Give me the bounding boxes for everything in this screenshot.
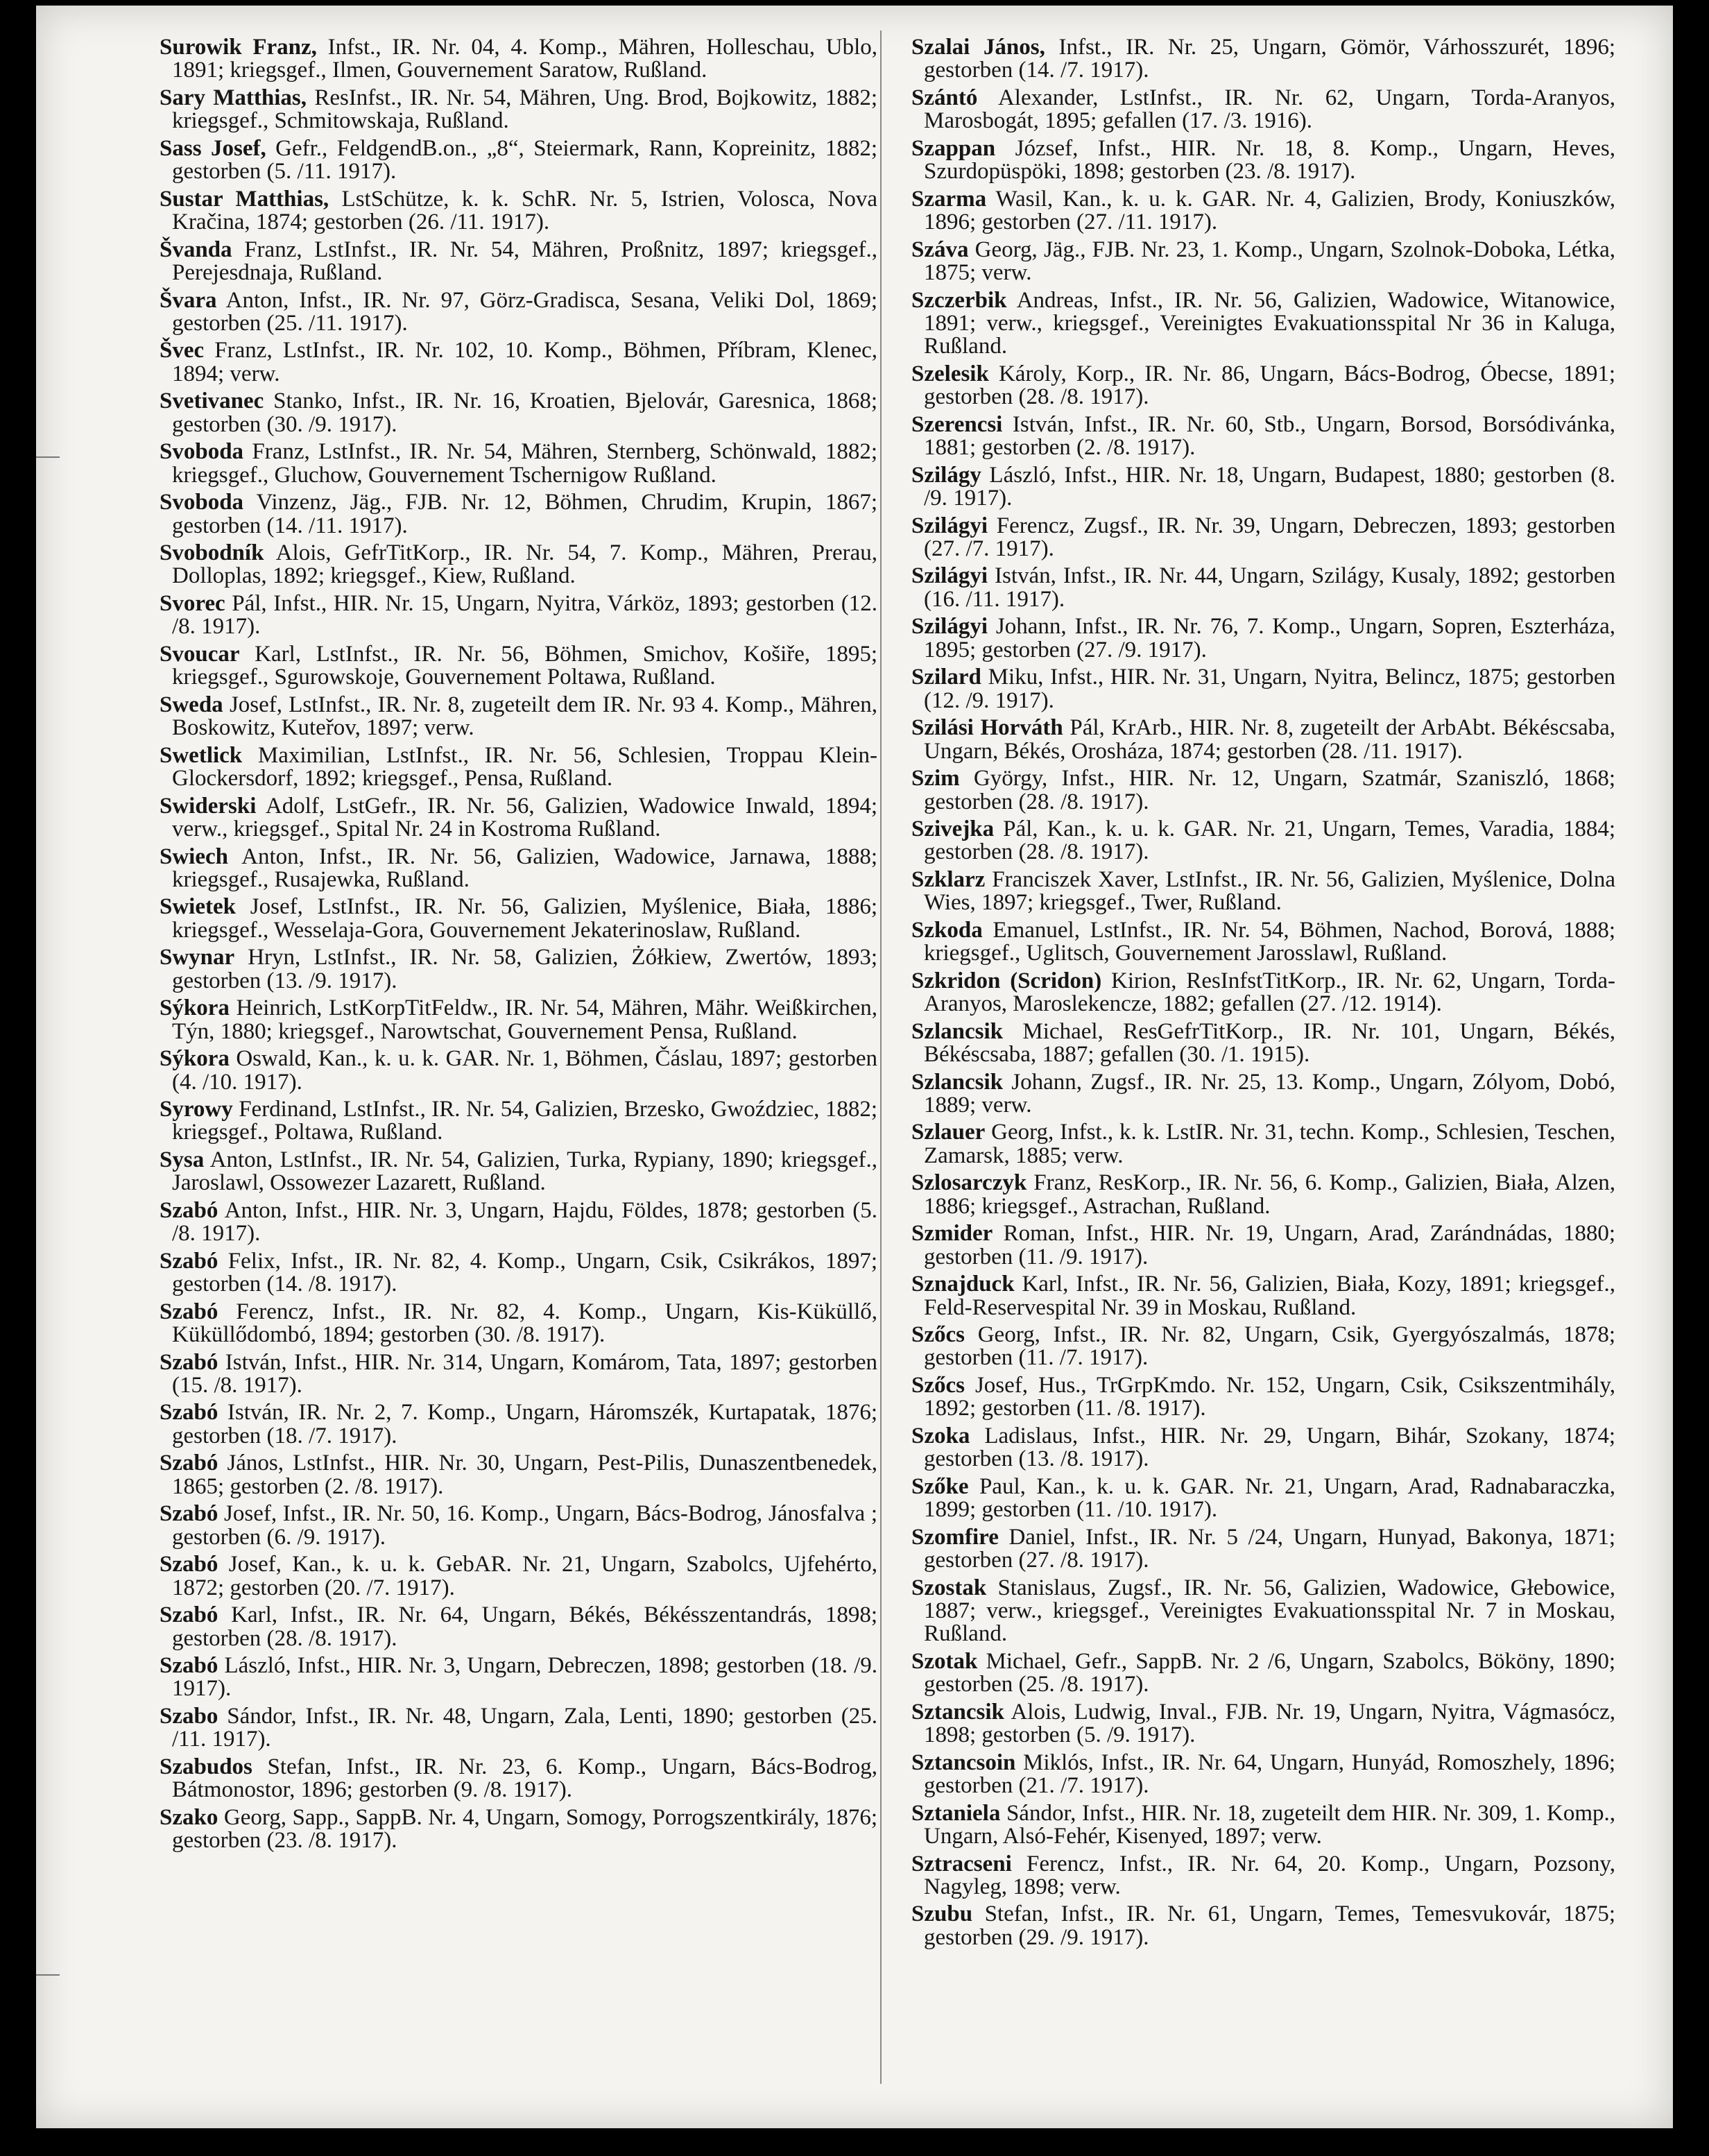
entry-surname: Svoboda xyxy=(160,490,244,515)
entry-surname: Swietek xyxy=(160,894,236,920)
list-entry xyxy=(911,413,1615,460)
entry-details: Ferencz, Zugsf., IR. Nr. 39, Ungarn, Debreczen, 1893; gestorben (27. /7. 1917). xyxy=(924,513,1615,561)
list-entry xyxy=(911,1172,1615,1218)
list-entry xyxy=(911,1701,1615,1747)
entry-details: Heinrich, LstKorpTitFeldw., IR. Nr. 54, Mähren, Mähr. Weißkirchen, Týn, 1880; kriegsgef., Narowtschat, Gouvernement Pensa, Rußland. xyxy=(172,995,877,1044)
entry-details: Franz, LstInfst., IR. Nr. 102, 10. Komp., Böhmen, Příbram, Klenec, 1894; verw. xyxy=(172,338,877,386)
entry-surname: Szmider xyxy=(911,1221,993,1247)
entry-surname: Szőke xyxy=(911,1473,969,1499)
entry-surname: Sass Josef, xyxy=(160,135,266,161)
entry-details: Emanuel, LstInfst., IR. Nr. 54, Böhmen, Nachod, Borová, 1888; kriegsgef., Uglitsch, Gouvernement Jarosslawl, Rußland. xyxy=(924,917,1615,966)
list-entry xyxy=(160,997,877,1043)
entry-details: Gefr., FeldgendB.on., „8“, Steiermark, Rann, Kopreinitz, 1882; gestorben (5. /11. 1917). xyxy=(172,135,877,185)
list-entry xyxy=(160,896,877,942)
list-entry xyxy=(911,1650,1615,1697)
entry-details: ResInfst., IR. Nr. 54, Mähren, Ung. Brod, Bojkowitz, 1882; kriegsgef., Schmitowskaja, Rußland. xyxy=(172,85,877,134)
entry-details: Josef, Kan., k. u. k. GebAR. Nr. 21, Ungarn, Szabolcs, Ujfehérto, 1872; gestorben (20. /7. 1917). xyxy=(172,1552,877,1600)
entry-details: Stefan, Infst., IR. Nr. 61, Ungarn, Temes, Temesvukovár, 1875; gestorben (29. /9. 1917). xyxy=(924,1901,1615,1950)
entry-surname: Szilási Horváth xyxy=(911,715,1063,741)
list-entry xyxy=(160,1351,877,1398)
entry-surname: Sýkora xyxy=(160,995,230,1021)
entry-surname: Svobodník xyxy=(160,540,264,566)
list-entry xyxy=(160,694,877,740)
entry-surname: Szoka xyxy=(911,1423,970,1448)
entry-details: Miku, Infst., HIR. Nr. 31, Ungarn, Nyitra, Belincz, 1875; gestorben (12. /9. 1917). xyxy=(924,665,1615,713)
entry-details: István, Infst., IR. Nr. 60, Stb., Ungarn, Borsod, Borsódivánka, 1881; gestorben (2. /8. 1917). xyxy=(924,411,1615,461)
list-entry xyxy=(160,1756,877,1802)
entry-surname: Szabó xyxy=(160,1400,218,1426)
entry-details: Georg, Infst., k. k. LstIR. Nr. 31, techn. Komp., Schlesien, Teschen, Zamarsk, 1885; verw. xyxy=(924,1120,1615,1168)
list-entry xyxy=(911,565,1615,611)
entry-details: Josef, LstInfst., IR. Nr. 56, Galizien, Myślenice, Biała, 1886; kriegsgef., Wesselaja-Gora, Gouvernement Jekaterinoslaw, Rußland. xyxy=(172,894,877,943)
list-entry xyxy=(160,1199,877,1246)
entry-surname: Szkridon (Scridon) xyxy=(911,968,1102,993)
entry-surname: Szabudos xyxy=(160,1754,252,1779)
entry-details: Pál, Kan., k. u. k. GAR. Nr. 21, Ungarn, Temes, Varadia, 1884; gestorben (28. /8. 1917). xyxy=(924,816,1615,865)
entry-details: Karl, Infst., IR. Nr. 64, Ungarn, Békés, Békésszentandrás, 1898; gestorben (28. /8. 1917). xyxy=(172,1602,877,1651)
list-entry xyxy=(160,1705,877,1752)
list-entry xyxy=(911,1577,1615,1646)
entry-surname: Szőcs xyxy=(911,1322,965,1348)
entry-surname: Swiech xyxy=(160,844,228,869)
list-entry xyxy=(911,717,1615,763)
entry-surname: Sznajduck xyxy=(911,1272,1015,1297)
entry-details: Károly, Korp., IR. Nr. 86, Ungarn, Bács-Bodrog, Óbecse, 1891; gestorben (28. /8. 1917). xyxy=(924,361,1615,410)
list-entry xyxy=(911,1374,1615,1421)
entry-surname: Szotak xyxy=(911,1648,978,1674)
entry-details: Oswald, Kan., k. u. k. GAR. Nr. 1, Böhmen, Čáslau, 1897; gestorben (4. /10. 1917). xyxy=(172,1046,877,1095)
list-entry xyxy=(160,1149,877,1195)
entry-surname: Szomfire xyxy=(911,1524,999,1550)
entry-surname: Szilágy xyxy=(911,462,981,488)
entry-details: Wasil, Kan., k. u. k. GAR. Nr. 4, Galizien, Brody, Koniuszków, 1896; gestorben (27. /11. 1917). xyxy=(924,186,1615,235)
list-entry xyxy=(911,36,1615,83)
list-entry xyxy=(911,1020,1615,1067)
entry-details: József, Infst., HIR. Nr. 18, 8. Komp., Ungarn, Heves, Szurdopüspöki, 1898; gestorben (23. /8. 1917). xyxy=(924,135,1615,185)
left-column xyxy=(160,36,877,1857)
list-entry xyxy=(911,1222,1615,1269)
column-divider xyxy=(880,31,882,2084)
list-entry xyxy=(160,440,877,487)
entry-details: Josef, LstInfst., IR. Nr. 8, zugeteilt dem IR. Nr. 93 4. Komp., Mähren, Boskowitz, Kuteřov, 1897; verw. xyxy=(172,692,877,741)
list-entry xyxy=(160,1047,877,1094)
entry-surname: Swetlick xyxy=(160,742,243,768)
entry-surname: Szako xyxy=(160,1804,218,1830)
entry-surname: Sztracseni xyxy=(911,1851,1012,1876)
list-entry xyxy=(911,1071,1615,1118)
entry-surname: Szarma xyxy=(911,186,987,212)
list-entry xyxy=(911,87,1615,133)
list-entry xyxy=(160,1098,877,1145)
entry-surname: Szabó xyxy=(160,1501,218,1527)
entry-surname: Szilágyi xyxy=(911,614,988,640)
entry-details: László, Infst., HIR. Nr. 18, Ungarn, Budapest, 1880; gestorben (8. /9. 1917). xyxy=(924,462,1615,511)
list-entry xyxy=(911,1324,1615,1370)
list-entry xyxy=(160,1503,877,1549)
entry-details: Maximilian, LstInfst., IR. Nr. 56, Schlesien, Troppau Klein-Glockersdorf, 1892; kriegsgef., Pensa, Rußland. xyxy=(172,742,877,792)
entry-surname: Sysa xyxy=(160,1147,205,1172)
list-entry xyxy=(911,1121,1615,1167)
list-entry xyxy=(911,137,1615,184)
entry-details: Stanko, Infst., IR. Nr. 16, Kroatien, Bjelovár, Garesnica, 1868; gestorben (30. /9. 1917). xyxy=(172,388,877,437)
list-entry xyxy=(911,767,1615,814)
entry-surname: Szabó xyxy=(160,1451,218,1476)
entry-details: Anton, LstInfst., IR. Nr. 54, Galizien, Turka, Rypiany, 1890; kriegsgef., Jaroslawl, Ossowezer Lazarett, Rußland. xyxy=(172,1147,877,1196)
list-entry xyxy=(160,592,877,639)
entry-surname: Szim xyxy=(911,766,960,792)
margin-mark xyxy=(36,456,60,458)
entry-details: Josef, Hus., TrGrpKmdo. Nr. 152, Ungarn, Csik, Csikszentmihály, 1892; gestorben (11. /8. 1917). xyxy=(924,1372,1615,1421)
list-entry xyxy=(160,1553,877,1600)
list-entry xyxy=(160,87,877,133)
entry-details: Ferencz, Infst., IR. Nr. 64, 20. Komp., Ungarn, Pozsony, Nagyleg, 1898; verw. xyxy=(924,1851,1615,1899)
list-entry xyxy=(160,289,877,336)
entry-surname: Švec xyxy=(160,338,205,363)
list-entry xyxy=(911,666,1615,712)
entry-surname: Szabó xyxy=(160,1248,218,1274)
list-entry xyxy=(160,795,877,841)
entry-surname: Szklarz xyxy=(911,866,986,892)
entry-details: Stefan, Infst., IR. Nr. 23, 6. Komp., Ungarn, Bács-Bodrog, Bátmonostor, 1896; gestorben (9. /8. 1917). xyxy=(172,1754,877,1803)
list-entry xyxy=(160,390,877,436)
list-entry xyxy=(160,36,877,83)
entry-details: Karl, Infst., IR. Nr. 56, Galizien, Biała, Kozy, 1891; kriegsgef., Feld-Reservespital Nr. 39 in Moskau, Rußland. xyxy=(924,1272,1615,1320)
list-entry xyxy=(911,1425,1615,1471)
list-entry xyxy=(160,239,877,285)
entry-details: Alois, Ludwig, Inval., FJB. Nr. 19, Ungarn, Nyitra, Vágmasócz, 1898; gestorben (5. /9. 1917). xyxy=(924,1699,1615,1748)
entry-surname: Szczerbik xyxy=(911,287,1007,313)
entry-surname: Swynar xyxy=(160,945,235,970)
entry-details: Franz, LstInfst., IR. Nr. 54, Mähren, Sternberg, Schönwald, 1882; kriegsgef., Gluchow, Gouvernement Tschernigow Rußland. xyxy=(172,439,877,488)
entry-surname: Szerencsi xyxy=(911,411,1003,437)
entry-surname: Swiderski xyxy=(160,793,257,819)
list-entry xyxy=(911,1903,1615,1949)
entry-surname: Szlosarczyk xyxy=(911,1170,1027,1196)
entry-surname: Száva xyxy=(911,237,969,262)
list-entry xyxy=(160,1301,877,1347)
list-entry xyxy=(911,1273,1615,1319)
list-entry xyxy=(911,1749,1615,1799)
entry-surname: Sustar Matthias, xyxy=(160,186,329,212)
list-entry xyxy=(911,239,1615,285)
entry-details: Georg, Infst., IR. Nr. 82, Ungarn, Csik, Gyergyószalmás, 1878; gestorben (11. /7. 1917). xyxy=(924,1322,1615,1371)
entry-details: Infst., IR. Nr. 04, 4. Komp., Mähren, Holleschau, Ublo, 1891; kriegsgef., Ilmen, Gouvernement Saratow, Rußland. xyxy=(172,35,877,83)
entry-surname: Svoboda xyxy=(160,439,244,465)
list-entry xyxy=(160,1654,877,1701)
entry-surname: Svetivanec xyxy=(160,388,264,414)
entry-details: Daniel, Infst., IR. Nr. 5 /24, Ungarn, Hunyad, Bakonya, 1871; gestorben (27. /8. 1917). xyxy=(924,1524,1615,1573)
entry-details: Alexander, LstInfst., IR. Nr. 62, Ungarn, Torda-Aranyos, Marosbogát, 1895; gefallen (17. /3. 1916). xyxy=(924,85,1615,134)
entry-details: Stanislaus, Zugsf., IR. Nr. 56, Galizien, Wadowice, Głebowice, 1887; verw., kriegsgef., Vereinigtes Evakuationsspital Nr. 7 in Moskau, Rußland. xyxy=(924,1575,1615,1647)
entry-surname: Szostak xyxy=(911,1575,987,1600)
entry-details: Felix, Infst., IR. Nr. 82, 4. Komp., Ungarn, Csik, Csikrákos, 1897; gestorben (14. /8. 1917). xyxy=(172,1248,877,1297)
entry-surname: Švara xyxy=(160,287,217,313)
list-entry xyxy=(911,188,1615,234)
entry-details: Andreas, Infst., IR. Nr. 56, Galizien, Wadowice, Witanowice, 1891; verw., kriegsgef., Vereinigtes Evakuationsspital Nr 36 in Kaluga, Rußland. xyxy=(924,287,1615,359)
entry-details: István, Infst., IR. Nr. 44, Ungarn, Szilágy, Kusaly, 1892; gestorben (16. /11. 1917). xyxy=(924,563,1615,612)
entry-surname: Szlancsik xyxy=(911,1018,1004,1044)
entry-surname: Szelesik xyxy=(911,361,989,386)
entry-details: György, Infst., HIR. Nr. 12, Ungarn, Szatmár, Szaniszló, 1868; gestorben (28. /8. 1917). xyxy=(924,766,1615,814)
list-entry xyxy=(911,970,1615,1016)
document-page xyxy=(36,6,1673,2128)
entry-surname: Szilágyi xyxy=(911,513,988,538)
entry-details: Roman, Infst., HIR. Nr. 19, Ungarn, Arad, Zarándnádas, 1880; gestorben (11. /9. 1917). xyxy=(924,1221,1615,1269)
entry-surname: Szabó xyxy=(160,1349,218,1375)
entry-details: Ferdinand, LstInfst., IR. Nr. 54, Galizien, Brzesko, Gwoździec, 1882; kriegsgef., Poltawa, Rußland. xyxy=(172,1097,877,1145)
entry-surname: Szabó xyxy=(160,1299,218,1324)
entry-details: Sándor, Infst., HIR. Nr. 18, zugeteilt dem HIR. Nr. 309, 1. Komp., Ungarn, Alsó-Fehér, Kisenyed, 1897; verw. xyxy=(924,1800,1615,1849)
list-entry xyxy=(911,615,1615,662)
entry-details: Franz, ResKorp., IR. Nr. 56, 6. Komp., Galizien, Biała, Alzen, 1886; kriegsgef., Astrachan, Rußland. xyxy=(924,1170,1615,1219)
entry-surname: Szabó xyxy=(160,1653,218,1678)
list-entry xyxy=(911,919,1615,966)
list-entry xyxy=(911,289,1615,359)
entry-surname: Szivejka xyxy=(911,816,995,841)
entry-surname: Sary Matthias, xyxy=(160,85,307,110)
list-entry xyxy=(160,137,877,184)
entry-surname: Szabó xyxy=(160,1552,218,1577)
entry-details: Ladislaus, Infst., HIR. Nr. 29, Ungarn, Bihár, Szokany, 1874; gestorben (13. /8. 1917). xyxy=(924,1423,1615,1472)
entry-details: János, LstInfst., HIR. Nr. 30, Ungarn, Pest-Pilis, Dunaszentbenedek, 1865; gestorben (2. /8. 1917). xyxy=(172,1451,877,1499)
entry-details: Johann, Zugsf., IR. Nr. 25, 13. Komp., Ungarn, Zólyom, Dobó, 1889; verw. xyxy=(924,1069,1615,1118)
list-entry xyxy=(911,363,1615,409)
entry-details: Michael, Gefr., SappB. Nr. 2 /6, Ungarn, Szabolcs, Bököny, 1890; gestorben (25. /8. 1917). xyxy=(924,1648,1615,1697)
entry-surname: Szappan xyxy=(911,135,996,161)
list-entry xyxy=(160,1401,877,1448)
entry-surname: Sýkora xyxy=(160,1046,230,1072)
entry-details: Vinzenz, Jäg., FJB. Nr. 12, Böhmen, Chrudim, Krupin, 1867; gestorben (14. /11. 1917). xyxy=(172,490,877,538)
list-entry xyxy=(160,1806,877,1853)
entry-surname: Szlancsik xyxy=(911,1069,1004,1095)
entry-details: Josef, Infst., IR. Nr. 50, 16. Komp., Ungarn, Bács-Bodrog, Jánosfalva ; gestorben (6. /9. 1917). xyxy=(172,1501,877,1550)
entry-surname: Sztancsoin xyxy=(911,1749,1016,1775)
entry-surname: Szilágyi xyxy=(911,563,988,589)
entry-details: Infst., IR. Nr. 25, Ungarn, Gömör, Várhosszurét, 1896; gestorben (14. /7. 1917). xyxy=(924,35,1615,83)
list-entry xyxy=(160,491,877,538)
list-entry xyxy=(911,1526,1615,1573)
entry-details: Michael, ResGefrTitKorp., IR. Nr. 101, Ungarn, Békés, Békéscsaba, 1887; gefallen (30. /1. 1915). xyxy=(924,1018,1615,1068)
list-entry xyxy=(160,643,877,690)
entry-details: László, Infst., HIR. Nr. 3, Ungarn, Debreczen, 1898; gestorben (18. /9. 1917). xyxy=(172,1653,877,1702)
entry-details: Kirion, ResInfstTitKorp., IR. Nr. 62, Ungarn, Torda-Aranyos, Maroslekencze, 1882; gefallen (27. /12. 1914). xyxy=(924,968,1616,1017)
entry-surname: Svorec xyxy=(160,590,225,616)
list-entry xyxy=(160,846,877,892)
list-entry xyxy=(160,188,877,234)
list-entry xyxy=(160,339,877,386)
entry-details: István, Infst., HIR. Nr. 314, Ungarn, Komárom, Tata, 1897; gestorben (15. /8. 1917). xyxy=(172,1349,877,1398)
entry-details: Miklós, Infst., IR. Nr. 64, Ungarn, Hunyád, Romoszhely, 1896; gestorben (21. /7. 1917). xyxy=(924,1749,1615,1799)
entry-details: Franz, LstInfst., IR. Nr. 54, Mähren, Proßnitz, 1897; kriegsgef., Perejesdnaja, Rußland. xyxy=(172,237,877,286)
entry-details: Karl, LstInfst., IR. Nr. 56, Böhmen, Smichov, Košiře, 1895; kriegsgef., Sgurowskoje, Gouvernement Poltawa, Rußland. xyxy=(172,641,877,690)
entry-details: Johann, Infst., IR. Nr. 76, 7. Komp., Ungarn, Sopren, Eszterháza, 1895; gestorben (27. /9. 1917). xyxy=(924,614,1615,662)
entry-surname: Syrowy xyxy=(160,1097,233,1122)
entry-surname: Sweda xyxy=(160,692,223,717)
list-entry xyxy=(160,946,877,993)
list-entry xyxy=(911,1475,1615,1522)
list-entry xyxy=(160,542,877,588)
entry-surname: Szubu xyxy=(911,1901,973,1927)
entry-details: Ferencz, Infst., IR. Nr. 82, 4. Komp., Ungarn, Kis-Küküllő, Küküllődombó, 1894; gestorben (30. /8. 1917). xyxy=(172,1299,877,1348)
entry-details: Anton, Infst., IR. Nr. 97, Görz-Gradisca, Sesana, Veliki Dol, 1869; gestorben (25. /11. 1917). xyxy=(172,287,877,336)
entry-surname: Szilard xyxy=(911,665,981,690)
entry-details: Franciszek Xaver, LstInfst., IR. Nr. 56, Galizien, Myślenice, Dolna Wies, 1897; kriegsgef., Twer, Rußland. xyxy=(924,866,1615,916)
entry-details: Sándor, Infst., IR. Nr. 48, Ungarn, Zala, Lenti, 1890; gestorben (25. /11. 1917). xyxy=(172,1703,877,1752)
entry-details: Georg, Sapp., SappB. Nr. 4, Ungarn, Somogy, Porrogszentkirály, 1876; gestorben (23. /8. 1917). xyxy=(172,1804,877,1854)
list-entry xyxy=(911,1853,1615,1899)
list-entry xyxy=(911,1802,1615,1849)
entry-surname: Svoucar xyxy=(160,641,240,667)
entry-details: LstSchütze, k. k. SchR. Nr. 5, Istrien, Volosca, Nova Kračina, 1874; gestorben (26. /11. 1917). xyxy=(172,186,878,235)
entry-surname: Sztancsik xyxy=(911,1699,1004,1725)
right-column xyxy=(911,36,1615,1953)
list-entry xyxy=(160,1604,877,1650)
entry-surname: Szőcs xyxy=(911,1372,965,1398)
entry-details: Georg, Jäg., FJB. Nr. 23, 1. Komp., Ungarn, Szolnok-Doboka, Létka, 1875; verw. xyxy=(924,237,1615,286)
entry-details: István, IR. Nr. 2, 7. Komp., Ungarn, Háromszék, Kurtapatak, 1876; gestorben (18. /7. 1917). xyxy=(172,1400,877,1448)
entry-surname: Švanda xyxy=(160,237,232,262)
list-entry xyxy=(911,818,1615,864)
list-entry xyxy=(911,464,1615,511)
entry-details: Pál, Infst., HIR. Nr. 15, Ungarn, Nyitra, Várköz, 1893; gestorben (12. /8. 1917). xyxy=(172,590,877,640)
list-entry xyxy=(160,744,877,791)
entry-details: Adolf, LstGefr., IR. Nr. 56, Galizien, Wadowice Inwald, 1894; verw., kriegsgef., Spital Nr. 24 in Kostroma Rußland. xyxy=(172,793,877,841)
entry-details: Paul, Kan., k. u. k. GAR. Nr. 21, Ungarn, Arad, Radnabaraczka, 1899; gestorben (11. /10. 1917). xyxy=(924,1473,1615,1523)
entry-details: Anton, Infst., HIR. Nr. 3, Ungarn, Hajdu, Földes, 1878; gestorben (5. /8. 1917). xyxy=(172,1197,877,1247)
entry-surname: Sztaniela xyxy=(911,1800,1001,1826)
entry-surname: Szlauer xyxy=(911,1120,986,1145)
entry-surname: Szkoda xyxy=(911,917,983,943)
entry-surname: Szabó xyxy=(160,1197,218,1223)
entry-details: Alois, GefrTitKorp., IR. Nr. 54, 7. Komp., Mähren, Prerau, Dolloplas, 1892; kriegsgef., Kiew, Rußland. xyxy=(172,540,877,589)
margin-mark xyxy=(36,1974,60,1976)
entry-details: Anton, Infst., IR. Nr. 56, Galizien, Wadowice, Jarnawa, 1888; kriegsgef., Rusajewka, Rußland. xyxy=(172,844,877,892)
list-entry xyxy=(160,1452,877,1498)
list-entry xyxy=(911,515,1615,561)
entry-details: Pál, KrArb., HIR. Nr. 8, zugeteilt der ArbAbt. Békéscsaba, Ungarn, Békés, Orosháza, 1874; gestorben (28. /11. 1917). xyxy=(924,715,1615,764)
entry-surname: Szántó xyxy=(911,85,978,110)
list-entry xyxy=(911,866,1615,916)
entry-details: Hryn, LstInfst., IR. Nr. 58, Galizien, Żółkiew, Zwertów, 1893; gestorben (13. /9. 1917). xyxy=(172,945,877,993)
entry-surname: Szabo xyxy=(160,1703,218,1729)
list-entry xyxy=(160,1250,877,1297)
entry-surname: Szalai János, xyxy=(911,35,1045,60)
entry-surname: Szabó xyxy=(160,1602,218,1628)
entry-surname: Surowik Franz, xyxy=(160,35,317,60)
